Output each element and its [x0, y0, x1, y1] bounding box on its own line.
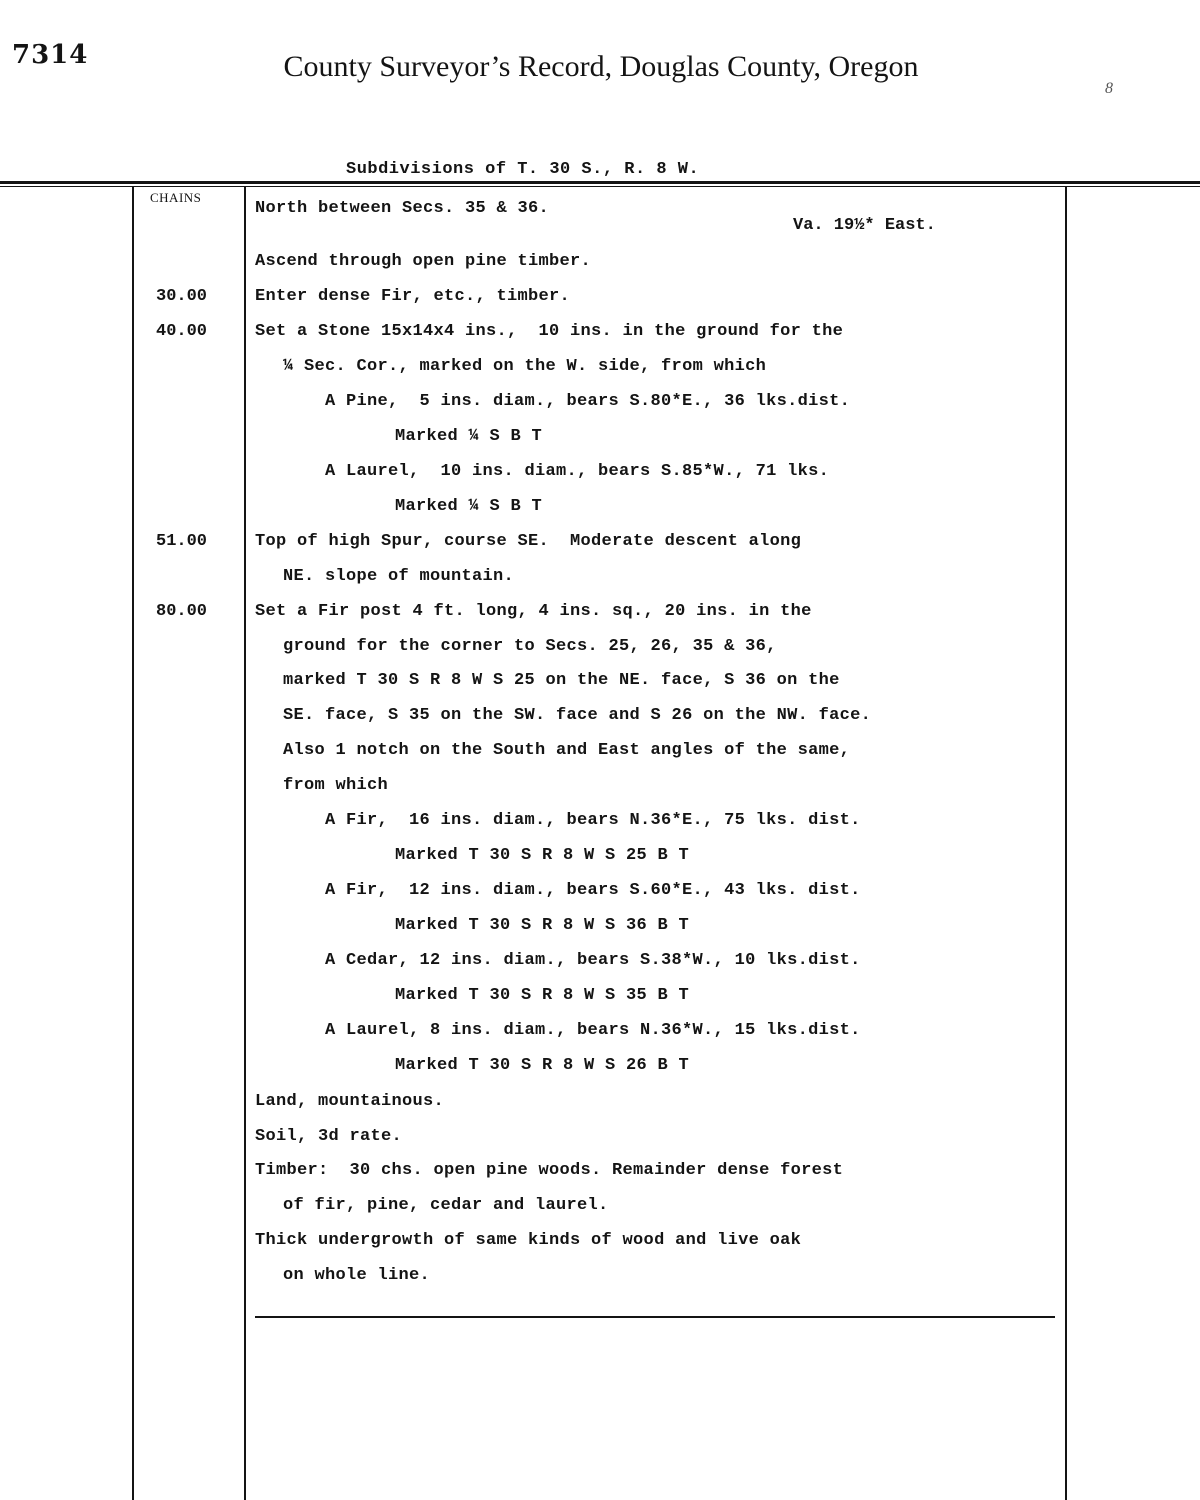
pencil-mark: 8 [1105, 80, 1113, 97]
field-note-line: Set a Stone 15x14x4 ins., 10 ins. in the ground for the [255, 322, 844, 341]
variation-note: Va. 19½* East. [793, 216, 936, 235]
chains-header: CHAINS [150, 190, 202, 205]
field-note-line: ground for the corner to Secs. 25, 26, 35 & 36, [283, 637, 777, 656]
field-note-line: Thick undergrowth of same kinds of wood and live oak [255, 1231, 802, 1250]
page-title [0, 50, 1200, 84]
field-note-line: Marked T 30 S R 8 W S 25 B T [395, 846, 690, 865]
field-note-line: Ascend through open pine timber. [255, 252, 592, 271]
top-rule-thin [0, 186, 1200, 187]
field-note-line: Soil, 3d rate. [255, 1127, 403, 1146]
end-of-line-rule [255, 1316, 1055, 1318]
field-note-line: A Laurel, 8 ins. diam., bears N.36*W., 15 lks.dist. [325, 1021, 861, 1040]
left-margin-line [132, 187, 134, 1500]
field-note-line: Set a Fir post 4 ft. long, 4 ins. sq., 20 ins. in the [255, 602, 812, 621]
chain-value: 30.00 [156, 287, 208, 306]
field-note-line: Land, mountainous. [255, 1092, 445, 1111]
field-note-line: Marked ¼ S B T [395, 427, 543, 446]
sheet-heading: Subdivisions of T. 30 S., R. 8 W. [346, 160, 700, 179]
chain-value: 80.00 [156, 602, 208, 621]
field-note-line: SE. face, S 35 on the SW. face and S 26 on the NW. face. [283, 706, 872, 725]
field-note-line: A Fir, 12 ins. diam., bears S.60*E., 43 lks. dist. [325, 881, 861, 900]
field-note-line: Top of high Spur, course SE. Moderate descent along [255, 532, 802, 551]
page-number: 7314 [12, 40, 89, 70]
field-note-line: from which [283, 776, 389, 795]
chain-value: 51.00 [156, 532, 208, 551]
chains-divider-line [244, 187, 246, 1500]
chain-value: 40.00 [156, 322, 208, 341]
field-note-line: A Laurel, 10 ins. diam., bears S.85*W., 71 lks. [325, 462, 830, 481]
top-rule-thick [0, 181, 1200, 184]
field-note-line: marked T 30 S R 8 W S 25 on the NE. face, S 36 on the [283, 671, 840, 690]
right-margin-line [1065, 187, 1067, 1500]
field-note-line: on whole line. [283, 1266, 431, 1285]
field-note-line: of fir, pine, cedar and laurel. [283, 1196, 609, 1215]
field-note-line: A Pine, 5 ins. diam., bears S.80*E., 36 lks.dist. [325, 392, 851, 411]
field-note-line: ¼ Sec. Cor., marked on the W. side, from which [283, 357, 767, 376]
page-title-text: County Surveyor’s Record, Douglas County, Oregon [283, 50, 919, 83]
field-note-line: Marked T 30 S R 8 W S 35 B T [395, 986, 690, 1005]
field-note-line: Timber: 30 chs. open pine woods. Remainder dense forest [255, 1161, 844, 1180]
field-note-line: Marked T 30 S R 8 W S 36 B T [395, 916, 690, 935]
field-note-line: A Cedar, 12 ins. diam., bears S.38*W., 10 lks.dist. [325, 951, 861, 970]
field-note-line: Marked T 30 S R 8 W S 26 B T [395, 1056, 690, 1075]
field-note-line: A Fir, 16 ins. diam., bears N.36*E., 75 lks. dist. [325, 811, 861, 830]
field-note-line: Marked ¼ S B T [395, 497, 543, 516]
field-note-line: North between Secs. 35 & 36. [255, 199, 550, 218]
field-note-line: NE. slope of mountain. [283, 567, 515, 586]
field-note-line: Also 1 notch on the South and East angles of the same, [283, 741, 851, 760]
field-note-line: Enter dense Fir, etc., timber. [255, 287, 571, 306]
